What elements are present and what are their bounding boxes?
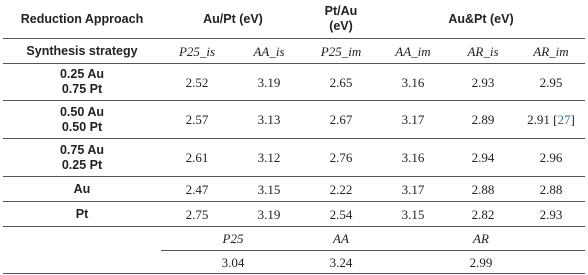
- row-label-line2: 0.75 Pt: [61, 82, 103, 96]
- row-label-line1: 0.25 Au: [59, 67, 104, 81]
- table-cell: 2.93: [471, 74, 495, 90]
- row-label: Au: [73, 181, 91, 196]
- table-cell: 2.94: [471, 150, 495, 165]
- table-cell: 2.93: [539, 206, 563, 222]
- table-cell: 2.67: [329, 112, 353, 127]
- header-row: [3, 0, 585, 38]
- row-label: Pt: [75, 206, 89, 221]
- table-row: [3, 202, 585, 226]
- ref-bracket-open: [: [553, 112, 558, 127]
- header-pt-au: [305, 0, 377, 38]
- table-cell: 3.15: [257, 181, 281, 197]
- synthesis-strategy-label: Synthesis strategy: [26, 43, 138, 58]
- table-cell: 3.17: [401, 112, 425, 127]
- table-cell: 2.52: [185, 74, 209, 90]
- col-aa-is: AA_is: [253, 43, 285, 59]
- table-cell: 3.16: [401, 150, 425, 165]
- header-pt-au-line2: (eV): [329, 19, 353, 33]
- table-row: [3, 177, 585, 201]
- row-label-line2: 0.50 Pt: [61, 119, 103, 134]
- table-cell: 2.57: [185, 112, 209, 127]
- table-cell: 2.88: [471, 181, 495, 197]
- ref-bracket-close: ]: [570, 112, 575, 127]
- table-cell: 3.12: [257, 150, 281, 165]
- subheader-row: [3, 39, 585, 63]
- table-cell: 2.95: [539, 74, 563, 90]
- col-p25-im: P25_im: [320, 43, 362, 59]
- summary-value-p25: 3.04: [221, 254, 245, 270]
- table-cell: 2.61: [185, 150, 209, 165]
- row-label-line1: 0.75 Au: [59, 142, 104, 157]
- row-label: [3, 139, 161, 176]
- row-label-line1: 0.50 Au: [59, 104, 104, 119]
- table-cell: 2.75: [185, 206, 209, 222]
- summary-value-row: [3, 251, 585, 273]
- table-cell: 2.82: [471, 206, 495, 222]
- summary-label-row: [3, 227, 585, 250]
- summary-label-aa: AA: [333, 231, 349, 246]
- header-au-pt: Au/Pt (eV): [203, 11, 263, 26]
- table-cell: 2.96: [539, 150, 563, 165]
- table-bottom-rule: [3, 273, 585, 274]
- table-cell: 2.22: [329, 181, 353, 197]
- summary-value-aa: 3.24: [329, 254, 353, 270]
- table-cell: 2.89: [471, 112, 495, 127]
- row-label-line2: 0.25 Pt: [61, 157, 103, 172]
- summary-label-ar: AR: [473, 231, 489, 246]
- table-cell: 2.54: [329, 206, 353, 222]
- header-au-and-pt: Au&Pt (eV): [448, 11, 514, 26]
- table-cell: 2.47: [185, 181, 209, 197]
- table-cell: 3.15: [401, 206, 425, 222]
- table-row: [3, 139, 585, 176]
- table-cell-with-ref: [517, 101, 585, 138]
- table-cell: 2.76: [329, 150, 353, 165]
- table-cell: 3.17: [401, 181, 425, 197]
- table-cell: 3.13: [257, 112, 281, 127]
- col-p25-is: P25_is: [178, 43, 216, 59]
- header-reduction-approach: Reduction Approach: [20, 11, 144, 26]
- summary-value-ar: 2.99: [469, 254, 493, 270]
- row-label: [3, 64, 161, 100]
- table-cell: 2.88: [539, 181, 563, 197]
- col-aa-im: AA_im: [395, 43, 431, 59]
- summary-label-p25: P25: [222, 231, 244, 246]
- table-row: [3, 64, 585, 100]
- table-cell: 2.65: [329, 74, 353, 90]
- table-cell: 3.16: [401, 74, 425, 90]
- row-label: [3, 101, 161, 138]
- table-cell-value: 2.91: [527, 112, 550, 127]
- table-row: [3, 101, 585, 138]
- col-ar-im: AR_im: [533, 43, 569, 59]
- header-pt-au-line1: Pt/Au: [324, 4, 358, 18]
- table-cell: 3.19: [257, 74, 281, 90]
- col-ar-is: AR_is: [467, 43, 499, 59]
- table-cell: 3.19: [257, 206, 281, 222]
- citation-link[interactable]: 27: [557, 112, 571, 127]
